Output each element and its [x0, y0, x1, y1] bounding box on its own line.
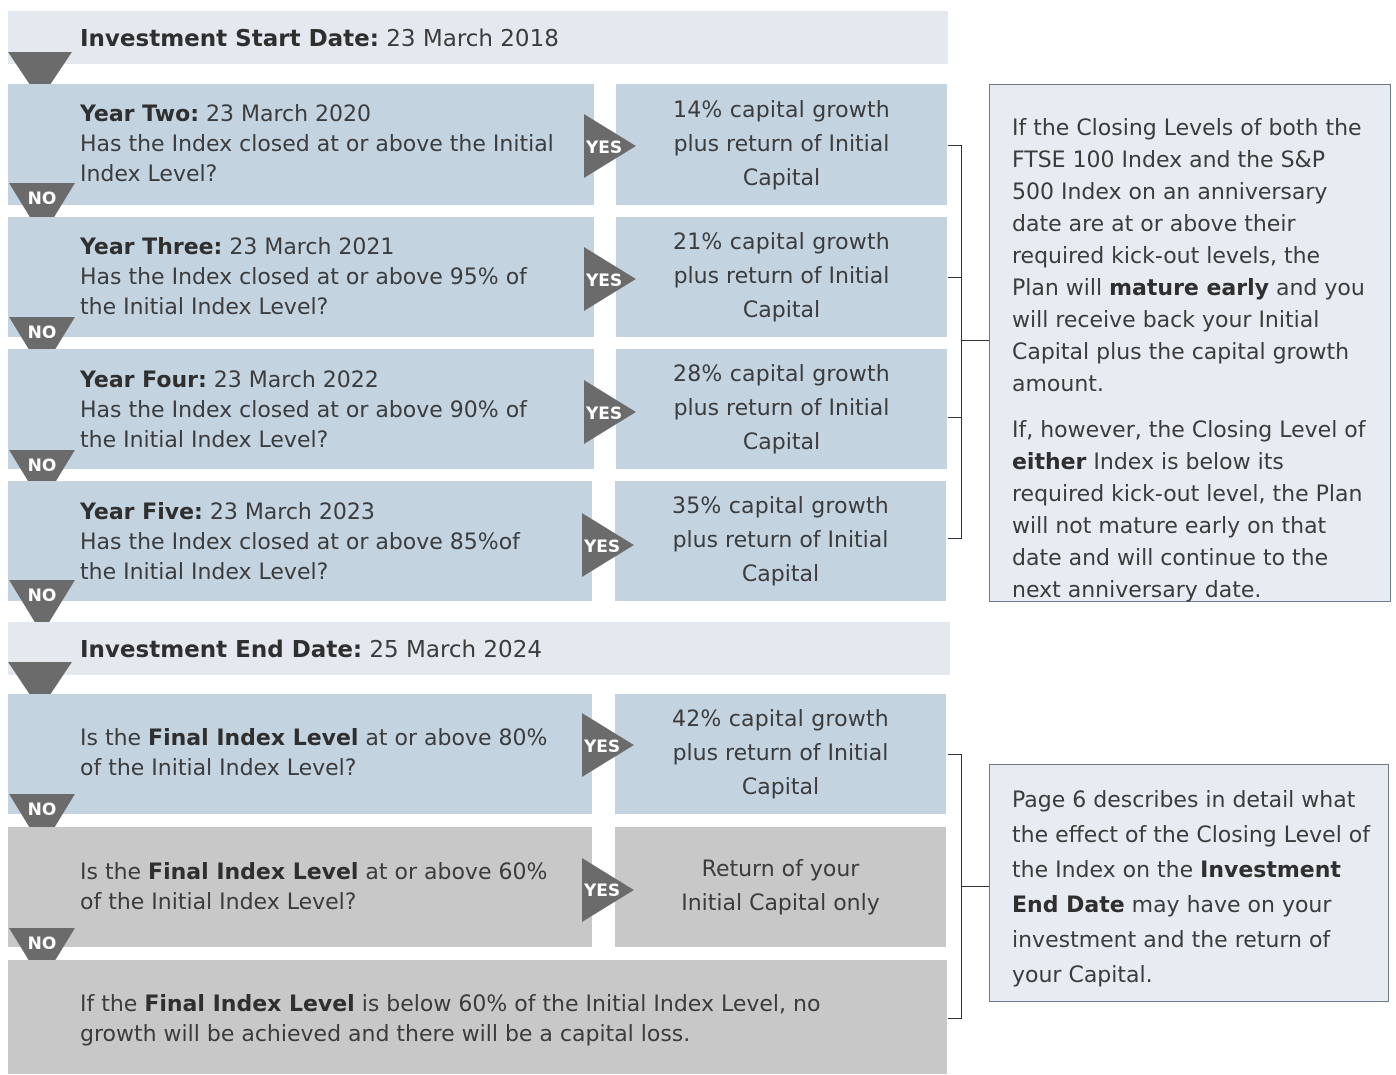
plus-return-text: plus return of Initial: [673, 264, 890, 289]
result-year-four: [616, 349, 947, 469]
question-final-60: [80, 858, 550, 918]
yes-label: YES: [586, 404, 623, 424]
end-date-line: [80, 636, 542, 664]
capital-text: Capital: [742, 165, 821, 191]
capital-text: Capital: [742, 298, 821, 323]
text-post: is below 60% of the Initial Index Level, no growth will be achieved and there will be a capital loss.: [80, 992, 821, 1047]
text-post: at or above 60% of the Initial Index Level?: [80, 860, 548, 915]
question-final-80: [80, 724, 550, 784]
note-paragraph-2: [1012, 415, 1372, 607]
year-date: 23 March 2022: [213, 368, 379, 393]
result-year-five: [615, 481, 946, 601]
result-year-two: [616, 84, 947, 205]
no-label: NO: [27, 189, 57, 209]
investment-end-date-bold: Investment End Date: [1012, 858, 1341, 918]
growth-text: 21% capital growth: [673, 230, 890, 255]
plus-return-text: plus return of Initial: [673, 396, 890, 421]
year-date: 23 March 2020: [206, 102, 372, 127]
initial-capital-only-text: Initial Capital only: [681, 891, 880, 916]
bracket-tick: [948, 277, 962, 278]
yes-label: YES: [584, 537, 621, 557]
text-pre: Is the: [80, 726, 149, 751]
question-year-three: [80, 233, 550, 323]
text-post: and you will receive back your Initial Capital plus the capital growth amount.: [1012, 276, 1365, 397]
year-date: 23 March 2021: [229, 235, 395, 260]
year-question: Has the Index closed at or above 85%of the Initial Index Level?: [80, 530, 520, 585]
bracket-connector: [961, 340, 989, 341]
bracket-tick: [948, 538, 962, 539]
text-post: may have on your investment and the return of your Capital.: [1012, 893, 1332, 988]
question-year-four: [80, 366, 550, 456]
bracket-connector: [961, 886, 989, 887]
end-label: Investment End Date:: [80, 637, 363, 663]
mature-early-bold: mature early: [1109, 276, 1270, 301]
no-label: NO: [27, 323, 57, 343]
kick-out-note: [989, 84, 1391, 602]
yes-label: YES: [584, 881, 621, 901]
final-index-level-bold: Final Index Level: [144, 992, 355, 1017]
growth-text: 42% capital growth: [672, 707, 889, 732]
question-year-two: [80, 100, 570, 190]
no-label: NO: [27, 800, 57, 820]
result-final-60: [615, 827, 946, 947]
yes-label: YES: [584, 737, 621, 757]
no-label: NO: [27, 456, 57, 476]
text-pre: Page 6 describes in detail what the effect of the Closing Level of the Index on the: [1012, 788, 1371, 883]
capital-loss-text: [80, 990, 900, 1050]
year-question: Has the Index closed at or above 90% of the Initial Index Level?: [80, 398, 527, 453]
result-year-three: [616, 217, 947, 337]
growth-text: 28% capital growth: [673, 362, 890, 387]
growth-text: 35% capital growth: [672, 494, 889, 519]
start-date: 23 March 2018: [386, 26, 559, 52]
year-label: Year Three:: [80, 235, 223, 260]
start-date-line: [80, 25, 559, 53]
end-date: 25 March 2024: [369, 637, 542, 663]
note-paragraph: [1012, 783, 1370, 993]
bracket-tick: [948, 145, 962, 146]
year-question: Has the Index closed at or above the Initial Index Level?: [80, 132, 554, 187]
year-label: Year Five:: [80, 500, 203, 525]
question-year-five: [80, 498, 550, 588]
result-final-80: [615, 694, 946, 814]
start-label: Investment Start Date:: [80, 26, 379, 52]
year-label: Year Two:: [80, 102, 200, 127]
note-paragraph-1: [1012, 113, 1372, 401]
text-pre: If the Closing Levels of both the FTSE 100 Index and the S&P 500 Index on an anniversary date are at or above their required kick-out levels, the Plan will: [1012, 116, 1362, 301]
either-bold: either: [1012, 450, 1087, 475]
plus-return-text: plus return of Initial: [673, 131, 890, 157]
year-question: Has the Index closed at or above 95% of the Initial Index Level?: [80, 265, 527, 320]
bracket-tick: [948, 417, 962, 418]
no-label: NO: [27, 586, 57, 606]
year-label: Year Four:: [80, 368, 207, 393]
plus-return-text: plus return of Initial: [672, 528, 889, 553]
capital-text: Capital: [741, 562, 820, 587]
bracket-tick: [948, 1018, 962, 1019]
year-date: 23 March 2023: [209, 500, 375, 525]
text-pre: If, however, the Closing Level of: [1012, 418, 1366, 443]
text-pre: Is the: [80, 860, 149, 885]
text-pre: If the: [80, 992, 145, 1017]
growth-text: 14% capital growth: [673, 97, 890, 123]
plus-return-text: plus return of Initial: [672, 741, 889, 766]
text-post: Index is below its required kick-out level, the Plan will not mature early on that date and will continue to the next anniversary date.: [1012, 450, 1363, 603]
end-date-note: [989, 764, 1389, 1002]
bracket-tick: [948, 754, 962, 755]
capital-text: Capital: [742, 430, 821, 455]
bracket-line: [961, 145, 962, 538]
text-post: at or above 80% of the Initial Index Level?: [80, 726, 548, 781]
no-label: NO: [27, 934, 57, 954]
final-index-level-bold: Final Index Level: [148, 726, 359, 751]
yes-label: YES: [586, 138, 623, 158]
final-index-level-bold: Final Index Level: [148, 860, 359, 885]
capital-text: Capital: [741, 775, 820, 800]
return-text: Return of your: [701, 857, 860, 882]
yes-label: YES: [586, 271, 623, 291]
